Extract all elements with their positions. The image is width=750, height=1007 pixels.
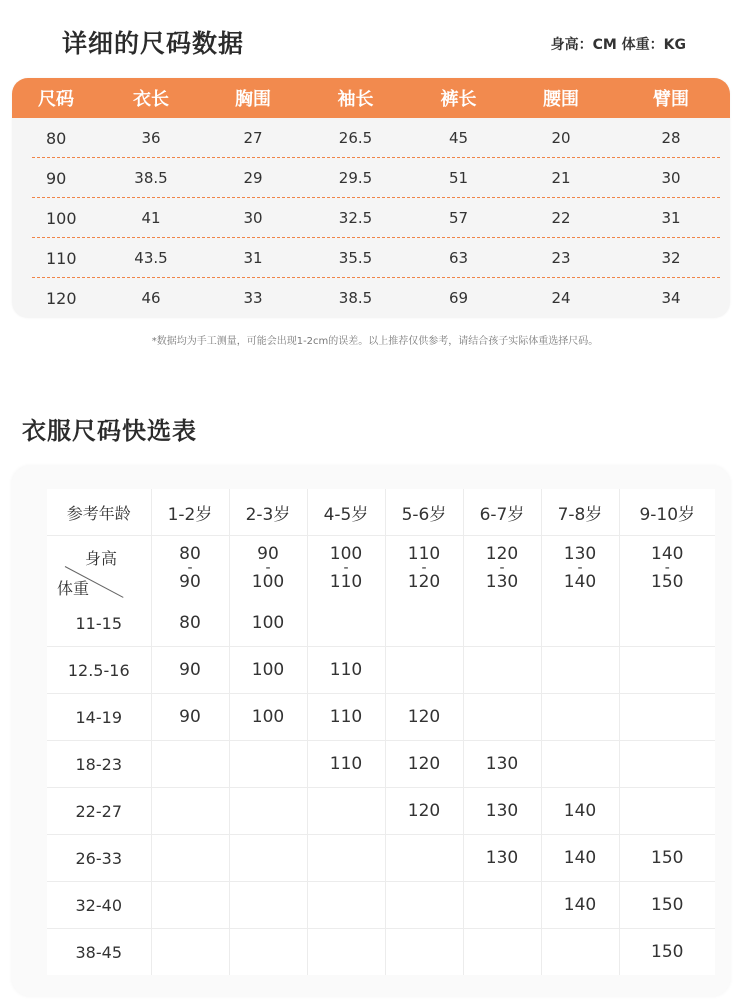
table-cell: 32 xyxy=(661,249,681,267)
recommended-size-cell: 120 xyxy=(385,741,463,788)
recommended-size-cell xyxy=(307,600,385,647)
table-cell: 29.5 xyxy=(338,169,373,187)
table-cell: 28 xyxy=(661,129,681,147)
table-cell: 38.5 xyxy=(338,289,373,307)
height-from: 130 xyxy=(563,544,597,564)
recommended-size-cell xyxy=(619,647,715,694)
height-dash: - xyxy=(187,560,193,576)
height-from: 140 xyxy=(651,544,684,564)
recommended-size-cell xyxy=(463,600,541,647)
weight-cell: 18-23 xyxy=(47,741,151,788)
recommended-size-cell: 100 xyxy=(229,694,307,741)
recommended-size-cell: 90 xyxy=(151,694,229,741)
table-cell: 45 xyxy=(448,129,469,147)
recommended-size-cell xyxy=(619,694,715,741)
age-cell: 6-7岁 xyxy=(463,489,541,536)
table-row xyxy=(12,198,730,238)
height-range-cell xyxy=(385,536,463,601)
height-to: 130 xyxy=(485,572,519,592)
table-row xyxy=(12,278,730,318)
header-cell: 胸围 xyxy=(235,89,271,110)
recommended-size-cell xyxy=(385,647,463,694)
table-row xyxy=(47,835,715,882)
age-cell: 4-5岁 xyxy=(307,489,385,536)
table-cell: 33 xyxy=(243,289,263,307)
header-cell: 衣长 xyxy=(133,89,169,110)
quick-select-table xyxy=(12,466,730,996)
age-cell: 2-3岁 xyxy=(229,489,307,536)
recommended-size-cell xyxy=(541,929,619,976)
table-row xyxy=(12,158,730,198)
recommended-size-cell: 120 xyxy=(385,788,463,835)
age-cell: 9-10岁 xyxy=(619,489,715,536)
recommended-size-cell xyxy=(307,929,385,976)
header-cell: 袖长 xyxy=(337,89,374,110)
height-from: 100 xyxy=(329,544,363,564)
recommended-size-cell: 120 xyxy=(385,694,463,741)
height-range-cell xyxy=(151,536,229,601)
header-cell: 腰围 xyxy=(543,89,579,110)
height-range-cell xyxy=(619,536,715,601)
recommended-size-cell xyxy=(229,741,307,788)
table-row xyxy=(12,238,730,278)
unit-note: 身高：CM 体重：KG xyxy=(550,37,686,53)
recommended-size-cell xyxy=(151,741,229,788)
weight-cell: 22-27 xyxy=(47,788,151,835)
height-range-cell xyxy=(541,536,619,601)
height-to: 150 xyxy=(651,572,684,592)
table-cell: 20 xyxy=(551,129,571,147)
table-cell: 46 xyxy=(141,289,161,307)
height-label: 身高 xyxy=(85,549,118,568)
height-dash: - xyxy=(577,560,583,576)
weight-cell: 38-45 xyxy=(47,929,151,976)
table-row xyxy=(47,788,715,835)
weight-cell: 26-33 xyxy=(47,835,151,882)
height-dash: - xyxy=(664,560,670,576)
recommended-size-cell xyxy=(151,882,229,929)
recommended-size-cell: 110 xyxy=(307,647,385,694)
table-row xyxy=(47,600,715,647)
size-data-table xyxy=(12,78,730,318)
size-cell: 120 xyxy=(46,288,77,308)
height-weight-corner xyxy=(47,536,151,601)
recommended-size-cell xyxy=(463,647,541,694)
recommended-size-cell xyxy=(229,788,307,835)
table-cell: 69 xyxy=(448,289,469,307)
table-cell: 26.5 xyxy=(338,129,373,147)
height-to: 120 xyxy=(407,572,441,592)
table-cell: 32.5 xyxy=(338,209,373,227)
recommended-size-cell: 130 xyxy=(463,835,541,882)
recommended-size-cell: 80 xyxy=(151,600,229,647)
recommended-size-cell: 110 xyxy=(307,741,385,788)
recommended-size-cell: 150 xyxy=(619,882,715,929)
table-cell: 31 xyxy=(661,209,681,227)
size-cell: 110 xyxy=(46,248,77,268)
weight-label: 体重 xyxy=(57,579,90,598)
size-cell: 100 xyxy=(46,208,77,228)
table-cell: 23 xyxy=(551,249,571,267)
recommended-size-cell xyxy=(463,694,541,741)
recommended-size-cell xyxy=(541,694,619,741)
recommended-size-cell xyxy=(385,929,463,976)
recommended-size-cell xyxy=(385,600,463,647)
table-cell: 57 xyxy=(448,209,469,227)
size-data-title: 详细的尺码数据 xyxy=(62,29,245,58)
weight-cell: 12.5-16 xyxy=(47,647,151,694)
height-from: 90 xyxy=(257,544,279,564)
recommended-size-cell: 110 xyxy=(307,694,385,741)
table-cell: 41 xyxy=(141,209,161,227)
table-cell: 35.5 xyxy=(338,249,373,267)
table-row xyxy=(47,694,715,741)
recommended-size-cell xyxy=(541,647,619,694)
height-row xyxy=(47,536,715,601)
table-cell: 43.5 xyxy=(134,249,168,267)
height-range-cell xyxy=(307,536,385,601)
height-range-cell xyxy=(463,536,541,601)
table-cell: 34 xyxy=(661,289,681,307)
height-to: 100 xyxy=(251,572,285,592)
table-cell: 29 xyxy=(243,169,263,187)
age-cell: 5-6岁 xyxy=(385,489,463,536)
header-cell: 臂围 xyxy=(653,89,689,110)
recommended-size-cell: 140 xyxy=(541,835,619,882)
height-from: 80 xyxy=(179,544,201,564)
table-cell: 22 xyxy=(551,209,571,227)
recommended-size-cell xyxy=(541,741,619,788)
age-row xyxy=(47,489,715,536)
recommended-size-cell xyxy=(541,600,619,647)
weight-cell: 11-15 xyxy=(47,600,151,647)
recommended-size-cell xyxy=(151,835,229,882)
table-cell: 27 xyxy=(243,129,263,147)
size-cell: 80 xyxy=(46,128,67,148)
table-row xyxy=(47,741,715,788)
height-dash: - xyxy=(343,560,349,576)
table-cell: 30 xyxy=(243,209,263,227)
recommended-size-cell xyxy=(619,600,715,647)
recommended-size-cell xyxy=(385,835,463,882)
recommended-size-cell xyxy=(463,882,541,929)
height-to: 90 xyxy=(179,572,201,592)
age-label: 参考年龄 xyxy=(47,489,151,536)
recommended-size-cell: 140 xyxy=(541,788,619,835)
quick-select-title: 衣服尺码快选表 xyxy=(22,417,197,445)
table-row xyxy=(47,647,715,694)
size-table-header xyxy=(12,78,730,118)
recommended-size-cell xyxy=(307,882,385,929)
table-cell: 63 xyxy=(448,249,469,267)
table-cell: 31 xyxy=(243,249,263,267)
header-cell: 裤长 xyxy=(440,89,477,110)
table-cell: 51 xyxy=(448,169,469,187)
table-cell: 36 xyxy=(141,129,161,147)
height-dash: - xyxy=(265,560,271,576)
weight-cell: 32-40 xyxy=(47,882,151,929)
size-cell: 90 xyxy=(46,168,67,188)
measurement-note: *数据均为手工测量，可能会出现1-2cm的误差。以上推荐仅供参考，请结合孩子实际体重选择尺码。 xyxy=(151,336,599,347)
recommended-size-cell: 90 xyxy=(151,647,229,694)
table-row xyxy=(47,929,715,976)
recommended-size-cell: 150 xyxy=(619,835,715,882)
height-from: 120 xyxy=(485,544,519,564)
header-cell: 尺码 xyxy=(38,89,74,110)
height-to: 140 xyxy=(563,572,597,592)
height-dash: - xyxy=(499,560,505,576)
height-range-cell xyxy=(229,536,307,601)
height-dash: - xyxy=(421,560,427,576)
age-cell: 1-2岁 xyxy=(151,489,229,536)
age-cell: 7-8岁 xyxy=(541,489,619,536)
recommended-size-cell: 140 xyxy=(541,882,619,929)
table-row xyxy=(47,882,715,929)
table-cell: 38.5 xyxy=(134,169,168,187)
recommended-size-cell xyxy=(463,929,541,976)
recommended-size-cell xyxy=(229,882,307,929)
table-cell: 30 xyxy=(661,169,681,187)
recommended-size-cell xyxy=(151,788,229,835)
recommended-size-cell: 100 xyxy=(229,600,307,647)
recommended-size-cell xyxy=(229,929,307,976)
weight-cell: 14-19 xyxy=(47,694,151,741)
recommended-size-cell xyxy=(307,788,385,835)
recommended-size-cell xyxy=(619,741,715,788)
recommended-size-cell xyxy=(385,882,463,929)
recommended-size-cell xyxy=(619,788,715,835)
height-to: 110 xyxy=(329,572,363,592)
table-row xyxy=(12,118,730,158)
recommended-size-cell xyxy=(151,929,229,976)
recommended-size-cell: 150 xyxy=(619,929,715,976)
height-from: 110 xyxy=(407,544,441,564)
recommended-size-cell xyxy=(229,835,307,882)
recommended-size-cell: 100 xyxy=(229,647,307,694)
table-cell: 24 xyxy=(551,289,571,307)
recommended-size-cell xyxy=(307,835,385,882)
recommended-size-cell: 130 xyxy=(463,788,541,835)
table-cell: 21 xyxy=(551,169,571,187)
recommended-size-cell: 130 xyxy=(463,741,541,788)
